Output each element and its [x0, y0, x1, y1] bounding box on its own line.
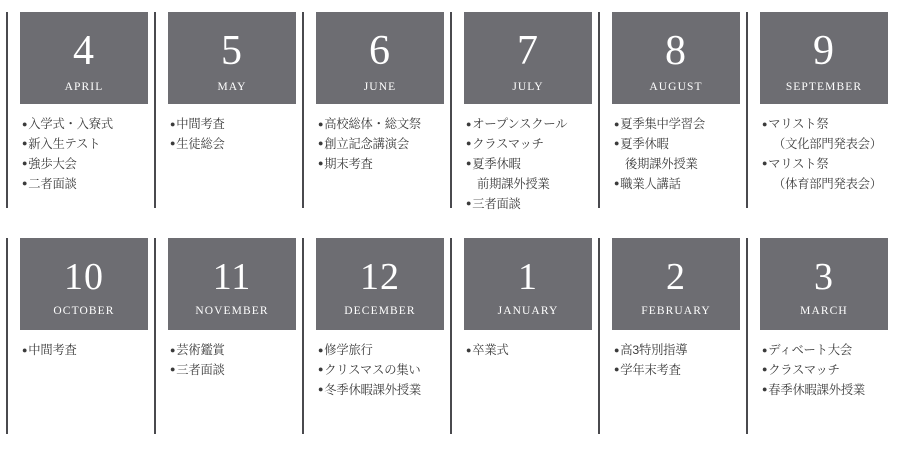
- event-label: オープンスクール: [472, 117, 568, 131]
- event-label: 夏季休暇: [620, 136, 669, 151]
- event-label: （体育部門発表会）: [773, 176, 882, 191]
- bullet-icon: ●: [318, 118, 324, 129]
- event-item: [614, 361, 740, 381]
- event-label: マリスト祭: [768, 117, 829, 131]
- month-name: NOVEMBER: [195, 304, 269, 317]
- month-header: [20, 12, 148, 104]
- column-divider: [154, 12, 156, 208]
- month-name: MARCH: [800, 304, 848, 317]
- month-number: 4: [73, 27, 95, 74]
- event-label: 中間考査: [176, 117, 225, 131]
- event-item: [466, 155, 592, 175]
- month-cell-june: [302, 12, 450, 214]
- event-item: [762, 341, 888, 361]
- column-divider: [302, 238, 304, 434]
- bullet-icon: ●: [614, 344, 620, 355]
- month-header: [168, 12, 296, 104]
- month-cell-july: [450, 12, 598, 214]
- event-item: [170, 341, 296, 361]
- event-item: [22, 175, 148, 195]
- event-label: クラスマッチ: [472, 136, 544, 151]
- event-item: [22, 155, 148, 175]
- month-number: 10: [64, 255, 104, 298]
- month-name: DECEMBER: [344, 304, 416, 317]
- event-list: [168, 115, 296, 155]
- bullet-icon: ●: [762, 384, 768, 395]
- month-name: MAY: [217, 80, 247, 93]
- event-label: クリスマスの集い: [324, 362, 421, 377]
- month-header: [316, 12, 444, 104]
- month-header: [612, 238, 740, 330]
- month-number: 8: [665, 27, 687, 74]
- event-label: 高3特別指導: [620, 343, 688, 357]
- event-list: [464, 115, 592, 215]
- bullet-icon: ●: [614, 364, 620, 375]
- month-header: [464, 12, 592, 104]
- month-name: APRIL: [64, 80, 104, 93]
- event-item: [614, 155, 740, 175]
- event-label: 二者面談: [28, 176, 77, 191]
- bullet-icon: ●: [466, 344, 472, 355]
- month-cell-december: [302, 238, 450, 440]
- event-label: 職業人講話: [620, 176, 681, 191]
- event-item: [614, 341, 740, 361]
- bullet-icon: ●: [318, 158, 324, 169]
- month-number: 12: [360, 255, 400, 298]
- month-name: SEPTEMBER: [785, 80, 863, 93]
- event-label: 高校総体・総文祭: [324, 117, 422, 131]
- event-list: [760, 341, 888, 401]
- month-header: [20, 238, 148, 330]
- event-label: 春季休暇課外授業: [768, 382, 866, 397]
- bullet-icon: ●: [466, 158, 472, 169]
- month-cell-february: [598, 238, 746, 440]
- bullet-icon: ●: [318, 384, 324, 395]
- month-header: [168, 238, 296, 330]
- month-name: JANUARY: [497, 304, 559, 317]
- event-item: [22, 115, 148, 135]
- event-label: クラスマッチ: [768, 362, 840, 377]
- month-cell-august: [598, 12, 746, 214]
- bullet-icon: ●: [762, 158, 768, 169]
- event-item: [318, 341, 444, 361]
- event-item: [466, 115, 592, 135]
- event-label: 夏季休暇: [472, 156, 521, 171]
- event-item: [170, 361, 296, 381]
- event-list: [316, 341, 444, 401]
- month-cell-january: [450, 238, 598, 440]
- event-item: [466, 175, 592, 195]
- month-name: JUNE: [363, 80, 397, 93]
- event-label: 期末考査: [324, 156, 373, 171]
- event-label: 修学旅行: [324, 343, 373, 357]
- event-label: ディベート大会: [768, 343, 852, 357]
- event-list: [20, 115, 148, 195]
- column-divider: [450, 238, 452, 434]
- column-divider: [302, 12, 304, 208]
- event-label: 三者面談: [472, 196, 521, 211]
- column-divider: [598, 12, 600, 208]
- month-number: 6: [369, 27, 391, 74]
- bullet-icon: ●: [614, 118, 620, 129]
- column-divider: [6, 12, 8, 208]
- event-list: [612, 115, 740, 195]
- event-item: [614, 115, 740, 135]
- event-item: [762, 381, 888, 401]
- column-divider: [6, 238, 8, 434]
- event-label: 強歩大会: [28, 156, 77, 171]
- event-label: 学年末考査: [620, 362, 681, 377]
- month-name: JULY: [512, 80, 544, 93]
- event-label: 三者面談: [176, 362, 225, 377]
- event-list: [612, 341, 740, 381]
- month-cell-march: [746, 238, 894, 440]
- event-item: [22, 341, 148, 361]
- event-label: 前期課外授業: [477, 176, 550, 191]
- event-label: 新入生テスト: [28, 136, 101, 151]
- event-item: [170, 115, 296, 135]
- event-item: [466, 135, 592, 155]
- event-list: [316, 115, 444, 175]
- event-label: 創立記念講演会: [324, 136, 409, 151]
- event-item: [318, 361, 444, 381]
- event-item: [614, 135, 740, 155]
- month-header: [316, 238, 444, 330]
- event-item: [762, 175, 888, 195]
- month-name: FEBRUARY: [641, 304, 711, 317]
- event-label: 夏季集中学習会: [620, 117, 705, 131]
- bullet-icon: ●: [22, 118, 28, 129]
- bullet-icon: ●: [762, 118, 768, 129]
- month-number: 9: [813, 27, 835, 74]
- month-name: AUGUST: [649, 80, 703, 93]
- event-list: [464, 341, 592, 361]
- month-number: 3: [814, 255, 834, 298]
- bullet-icon: ●: [170, 344, 176, 355]
- bullet-icon: ●: [762, 364, 768, 375]
- month-number: 11: [212, 255, 252, 298]
- bullet-icon: ●: [170, 118, 176, 129]
- bullet-icon: ●: [22, 138, 28, 149]
- month-header: [760, 12, 888, 104]
- event-label: 芸術鑑賞: [176, 343, 225, 357]
- month-header: [760, 238, 888, 330]
- event-list: [168, 341, 296, 381]
- column-divider: [154, 238, 156, 434]
- column-divider: [746, 238, 748, 434]
- month-number: 2: [666, 255, 686, 298]
- event-list: [760, 115, 888, 195]
- month-cell-september: [746, 12, 894, 214]
- bullet-icon: ●: [318, 344, 324, 355]
- event-item: [318, 155, 444, 175]
- event-item: [762, 361, 888, 381]
- bullet-icon: ●: [318, 364, 324, 375]
- month-cell-october: [6, 238, 154, 440]
- bullet-icon: ●: [614, 138, 620, 149]
- event-label: （文化部門発表会）: [773, 136, 882, 151]
- month-number: 7: [517, 27, 539, 74]
- bullet-icon: ●: [762, 344, 768, 355]
- bullet-icon: ●: [466, 138, 472, 149]
- bullet-icon: ●: [614, 178, 620, 189]
- month-cell-april: [6, 12, 154, 214]
- event-item: [318, 381, 444, 401]
- event-item: [762, 155, 888, 175]
- event-label: 冬季休暇課外授業: [324, 382, 422, 397]
- bullet-icon: ●: [318, 138, 324, 149]
- event-label: マリスト祭: [768, 156, 829, 171]
- month-cell-may: [154, 12, 302, 214]
- bullet-icon: ●: [22, 158, 28, 169]
- event-item: [318, 135, 444, 155]
- event-item: [318, 115, 444, 135]
- event-item: [762, 135, 888, 155]
- month-number: 1: [518, 255, 538, 298]
- bullet-icon: ●: [170, 364, 176, 375]
- bullet-icon: ●: [22, 178, 28, 189]
- bullet-icon: ●: [22, 344, 28, 355]
- event-item: [170, 135, 296, 155]
- bullet-icon: ●: [466, 198, 472, 209]
- month-header: [464, 238, 592, 330]
- column-divider: [598, 238, 600, 434]
- event-list: [20, 341, 148, 361]
- event-item: [614, 175, 740, 195]
- bullet-icon: ●: [170, 138, 176, 149]
- event-item: [22, 135, 148, 155]
- event-label: 生徒総会: [176, 136, 225, 151]
- event-item: [466, 195, 592, 215]
- month-cell-november: [154, 238, 302, 440]
- month-header: [612, 12, 740, 104]
- event-label: 卒業式: [472, 343, 509, 357]
- event-label: 入学式・入寮式: [28, 117, 113, 131]
- column-divider: [450, 12, 452, 208]
- month-name: OCTOBER: [53, 304, 115, 317]
- month-number: 5: [221, 27, 243, 74]
- column-divider: [746, 12, 748, 208]
- event-item: [762, 115, 888, 135]
- bullet-icon: ●: [466, 118, 472, 129]
- event-label: 後期課外授業: [625, 156, 698, 171]
- event-label: 中間考査: [28, 343, 77, 357]
- event-item: [466, 341, 592, 361]
